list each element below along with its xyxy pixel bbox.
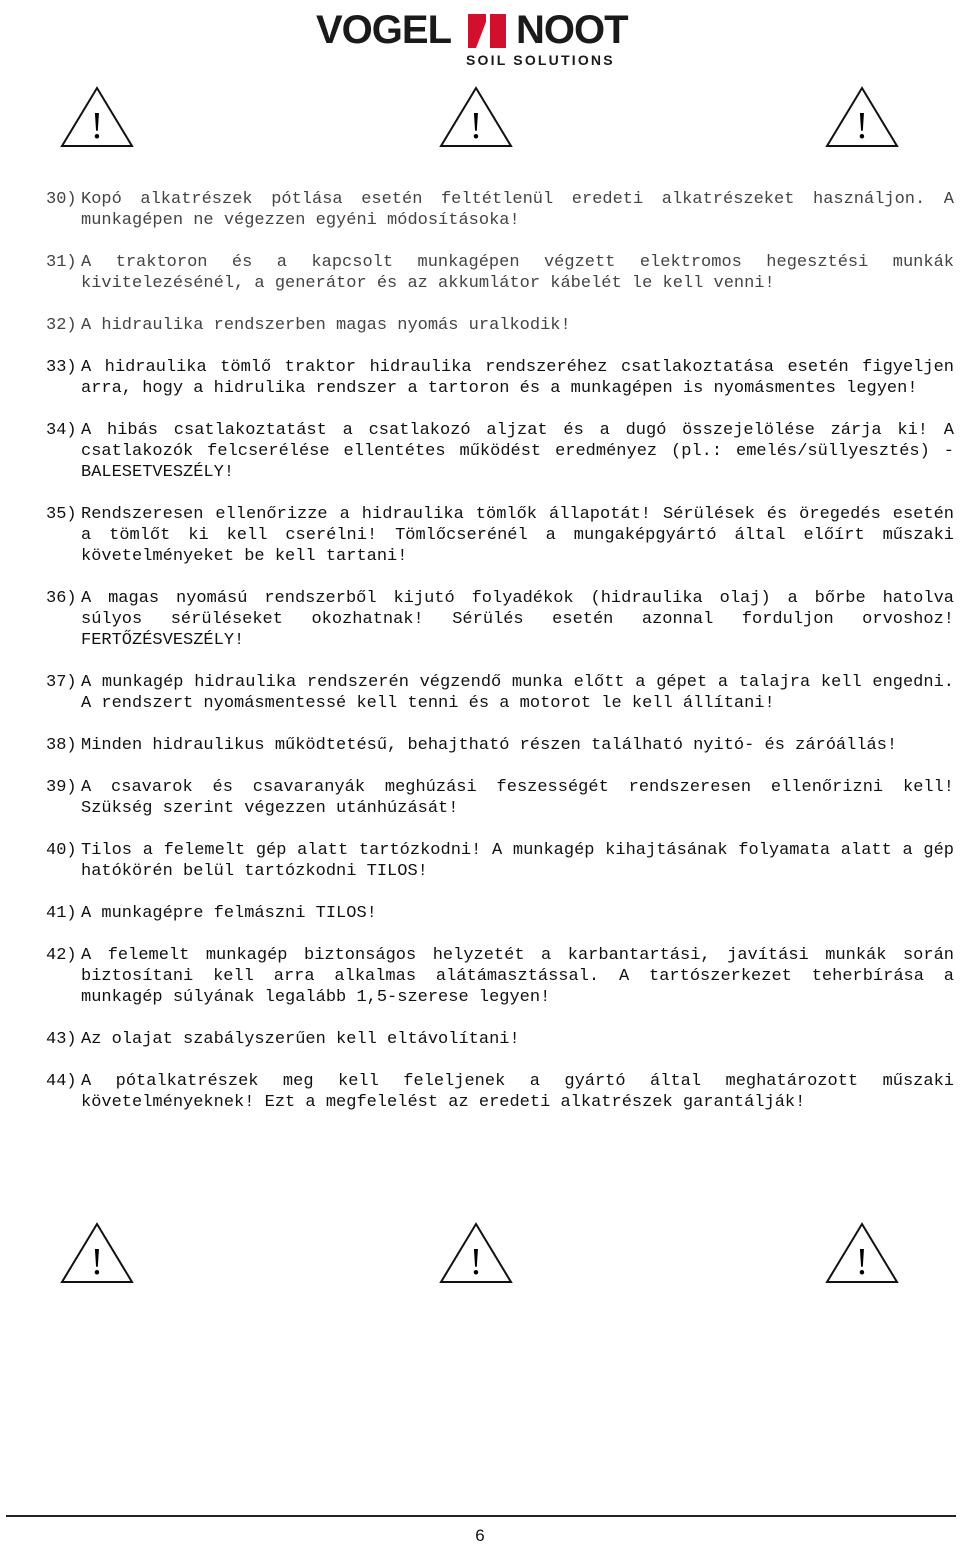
rule-text: A munkagépre felmászni TILOS! xyxy=(81,904,377,923)
rule-text: A pótalkatrészek meg kell feleljenek a gyártó által meghatározott műszaki követelményeknek! Ezt a megfelelést az eredeti alkatrészek garantálják! xyxy=(81,1072,954,1112)
list-item xyxy=(46,420,954,483)
rule-text: A traktoron és a kapcsolt munkagépen végzett elektromos hegesztési munkák kivitelezésénél, a generátor és az akkumlátor kábelét le kell venni! xyxy=(81,253,954,293)
warning-row-bottom xyxy=(0,1222,960,1286)
logo-mark-icon xyxy=(462,12,512,50)
company-logo xyxy=(316,8,646,70)
rule-text: Kopó alkatrészek pótlása esetén feltétlenül eredeti alkatrészeket használjon. A munkagépen ne végezzen egyéni módosításoka! xyxy=(81,190,954,230)
list-item xyxy=(46,945,954,1008)
list-item xyxy=(46,252,954,294)
list-item xyxy=(46,735,954,756)
svg-text:!: ! xyxy=(90,105,104,147)
list-item xyxy=(46,1029,954,1050)
list-item xyxy=(46,672,954,714)
rule-text: A hibás csatlakoztatást a csatlakozó aljzat és a dugó összejelölése zárja ki! A csatlakozók felcserélése ellentétes működést eredményez (pl.: emelés/süllyesztés) - BALESETVESZÉLY! xyxy=(81,421,954,482)
svg-text:!: ! xyxy=(90,1241,104,1283)
rule-number: 43) xyxy=(46,1030,77,1049)
list-item xyxy=(46,315,954,336)
rule-number: 34) xyxy=(46,421,77,440)
list-item xyxy=(46,840,954,882)
rule-number: 32) xyxy=(46,316,77,335)
svg-text:!: ! xyxy=(855,1241,869,1283)
warning-triangle-icon xyxy=(825,1222,899,1284)
rule-number: 35) xyxy=(46,505,77,524)
safety-rules-list xyxy=(46,189,954,1134)
list-item xyxy=(46,504,954,567)
rule-number: 33) xyxy=(46,358,77,377)
rule-text: A magas nyomású rendszerből kijutó folyadékok (hidraulika olaj) a bőrbe hatolva súlyos sérüléseket okozhatnak! Sérülés esetén azonnal forduljon orvoshoz! FERTŐZÉSVESZÉLY! xyxy=(81,589,954,650)
svg-text:!: ! xyxy=(855,105,869,147)
logo-text-right: NOOT xyxy=(516,8,628,52)
rule-text: A csavarok és csavaranyák meghúzási feszességét rendszeresen ellenőrizni kell! Szükség szerint végezzen utánhúzását! xyxy=(81,778,954,818)
rule-text: Tilos a felemelt gép alatt tartózkodni! A munkagép kihajtásának folyamata alatt a gép hatókörén belül tartózkodni TILOS! xyxy=(81,841,954,881)
list-item xyxy=(46,588,954,651)
logo-tagline: SOIL SOLUTIONS xyxy=(466,52,615,68)
rule-text: A felemelt munkagép biztonságos helyzetét a karbantartási, javítási munkák során biztosítani kell arra alkalmas alátámasztással. A tartószerkezet teherbírása a munkagép súlyának legalább 1,5-szerese legyen! xyxy=(81,946,954,1007)
svg-text:!: ! xyxy=(469,105,483,147)
rule-number: 39) xyxy=(46,778,77,797)
rule-number: 41) xyxy=(46,904,77,923)
rule-number: 36) xyxy=(46,589,77,608)
rule-text: Rendszeresen ellenőrizze a hidraulika tömlők állapotát! Sérülések és öregedés esetén a tömlőt ki kell cserélni! Tömlőcserénél a mungaképgyártó által előírt műszaki követelményeket be kell tartani! xyxy=(81,505,954,566)
rule-number: 40) xyxy=(46,841,77,860)
rule-number: 37) xyxy=(46,673,77,692)
list-item xyxy=(46,1071,954,1113)
rule-text: Az olajat szabályszerűen kell eltávolítani! xyxy=(81,1030,520,1049)
footer-divider xyxy=(6,1515,956,1517)
rule-text: A hidraulika rendszerben magas nyomás uralkodik! xyxy=(81,316,571,335)
list-item xyxy=(46,777,954,819)
rule-number: 42) xyxy=(46,946,77,965)
rule-text: A hidraulika tömlő traktor hidraulika rendszeréhez csatlakoztatása esetén figyeljen arra, hogy a hidrulika rendszer a tartoron és a munkagépen is nyomásmentes legyen! xyxy=(81,358,954,398)
warning-triangle-icon xyxy=(825,86,899,148)
list-item xyxy=(46,189,954,231)
warning-triangle-icon xyxy=(60,86,134,148)
logo-text-left: VOGEL xyxy=(316,8,452,52)
warning-triangle-icon xyxy=(60,1222,134,1284)
svg-text:!: ! xyxy=(469,1241,483,1283)
list-item xyxy=(46,357,954,399)
warning-triangle-icon xyxy=(439,86,513,148)
rule-number: 38) xyxy=(46,736,77,755)
list-item xyxy=(46,903,954,924)
rule-number: 31) xyxy=(46,253,77,272)
rule-text: Minden hidraulikus működtetésű, behajtható részen található nyitó- és záróállás! xyxy=(81,736,898,755)
warning-row-top xyxy=(0,86,960,150)
rule-number: 30) xyxy=(46,190,77,209)
page-number: 6 xyxy=(475,1526,485,1545)
rule-text: A munkagép hidraulika rendszerén végzendő munka előtt a gépet a talajra kell engedni. A rendszert nyomásmentessé kell tenni és a motorot le kell állítani! xyxy=(81,673,954,713)
warning-triangle-icon xyxy=(439,1222,513,1284)
rule-number: 44) xyxy=(46,1072,77,1091)
